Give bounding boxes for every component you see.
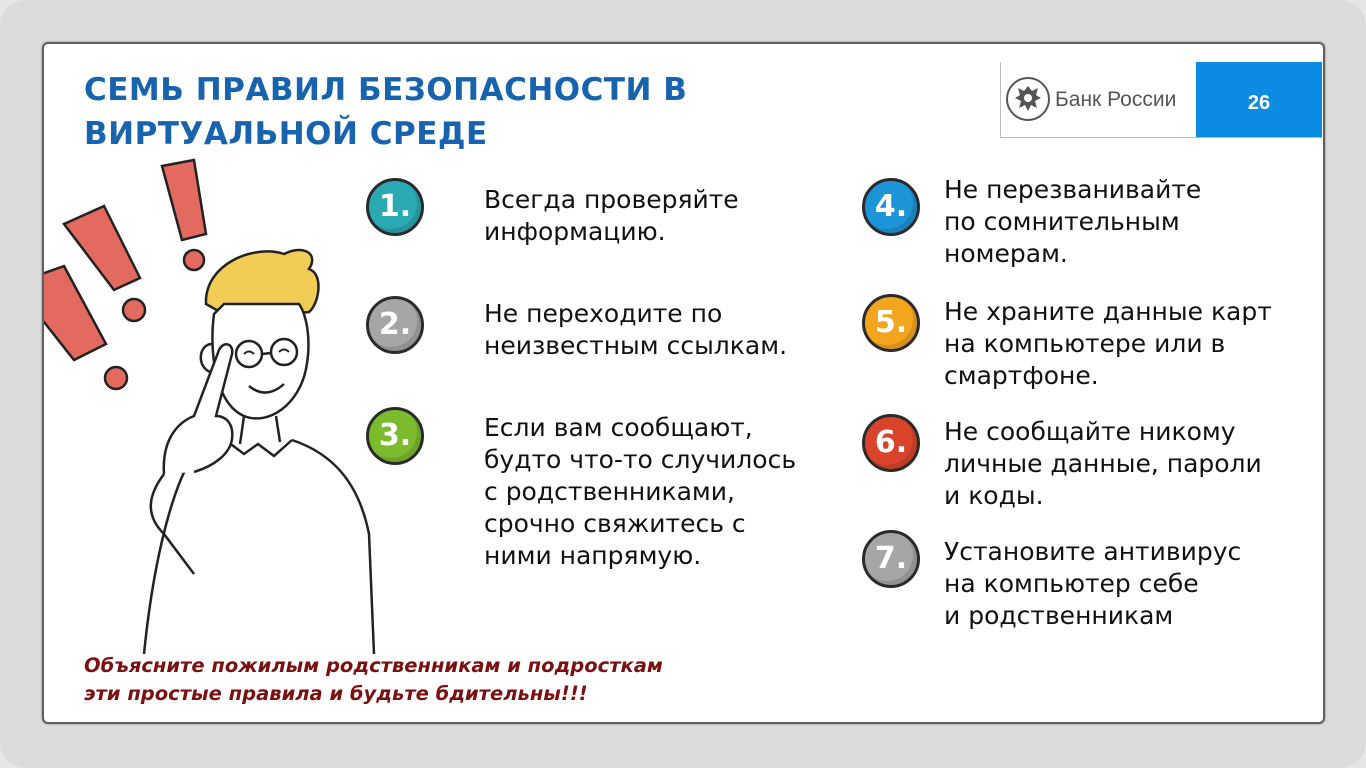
title-line-2: ВИРТУАЛЬНОЙ СРЕДЕ [84, 116, 488, 152]
page-number: 26 [1196, 62, 1322, 138]
brand-block [1000, 62, 1196, 138]
rule-4-text [944, 174, 1201, 270]
rule-7-text [944, 536, 1241, 632]
page-title [84, 68, 844, 156]
rule-6-number: 6. [862, 414, 920, 472]
rule-3-text [484, 412, 796, 572]
rule-2-line: неизвестным ссылкам. [484, 331, 788, 360]
rule-4-line: Не перезванивайте [944, 175, 1202, 204]
rule-3-line: ними напрямую. [484, 541, 702, 570]
rule-3-line: Если вам сообщают, [484, 413, 753, 442]
rule-5-line: Не храните данные карт [944, 297, 1272, 326]
rule-6-line: и коды. [944, 481, 1044, 510]
rule-7-number: 7. [862, 530, 920, 588]
footer-line-2: эти простые правила и будьте бдительны!!! [84, 682, 588, 705]
rule-1-line: Всегда проверяйте [484, 185, 739, 214]
rule-1-line: информацию. [484, 217, 666, 246]
rule-3-line: будто что-то случилось [484, 445, 797, 474]
double-headed-eagle-emblem-icon [1005, 76, 1051, 122]
brand-name: Банк России [1055, 88, 1177, 111]
title-line-1: СЕМЬ ПРАВИЛ БЕЗОПАСНОСТИ В [84, 72, 688, 108]
rule-1-number: 1. [366, 178, 424, 236]
rule-5-text [944, 296, 1272, 392]
rule-7-line: на компьютер себе [944, 569, 1199, 598]
rule-4-line: по сомнительным [944, 207, 1180, 236]
rule-3-number: 3. [366, 407, 424, 465]
footer-line-1: Объясните пожилым родственникам и подросткам [84, 654, 663, 677]
rule-6-text [944, 416, 1262, 512]
rule-3-line: срочно свяжитесь с [484, 509, 746, 538]
slide [42, 42, 1325, 724]
rule-3-line: с родственниками, [484, 477, 735, 506]
rule-2-number: 2. [366, 296, 424, 354]
rule-5-number: 5. [862, 294, 920, 352]
rule-2-text [484, 298, 787, 362]
rule-5-line: на компьютере или в [944, 329, 1226, 358]
rule-5-line: смартфоне. [944, 361, 1099, 390]
rule-4-line: номерам. [944, 239, 1068, 268]
rule-7-line: Установите антивирус [944, 537, 1242, 566]
rule-2-line: Не переходите по [484, 299, 723, 328]
rule-4-number: 4. [862, 178, 920, 236]
rule-7-line: и родственникам [944, 601, 1174, 630]
rule-6-line: Не сообщайте никому [944, 417, 1236, 446]
thinking-man-with-exclamation-marks-icon [44, 154, 414, 654]
rule-6-line: личные данные, пароли [944, 449, 1262, 478]
rule-1-text [484, 184, 739, 248]
footer-note [84, 652, 844, 708]
